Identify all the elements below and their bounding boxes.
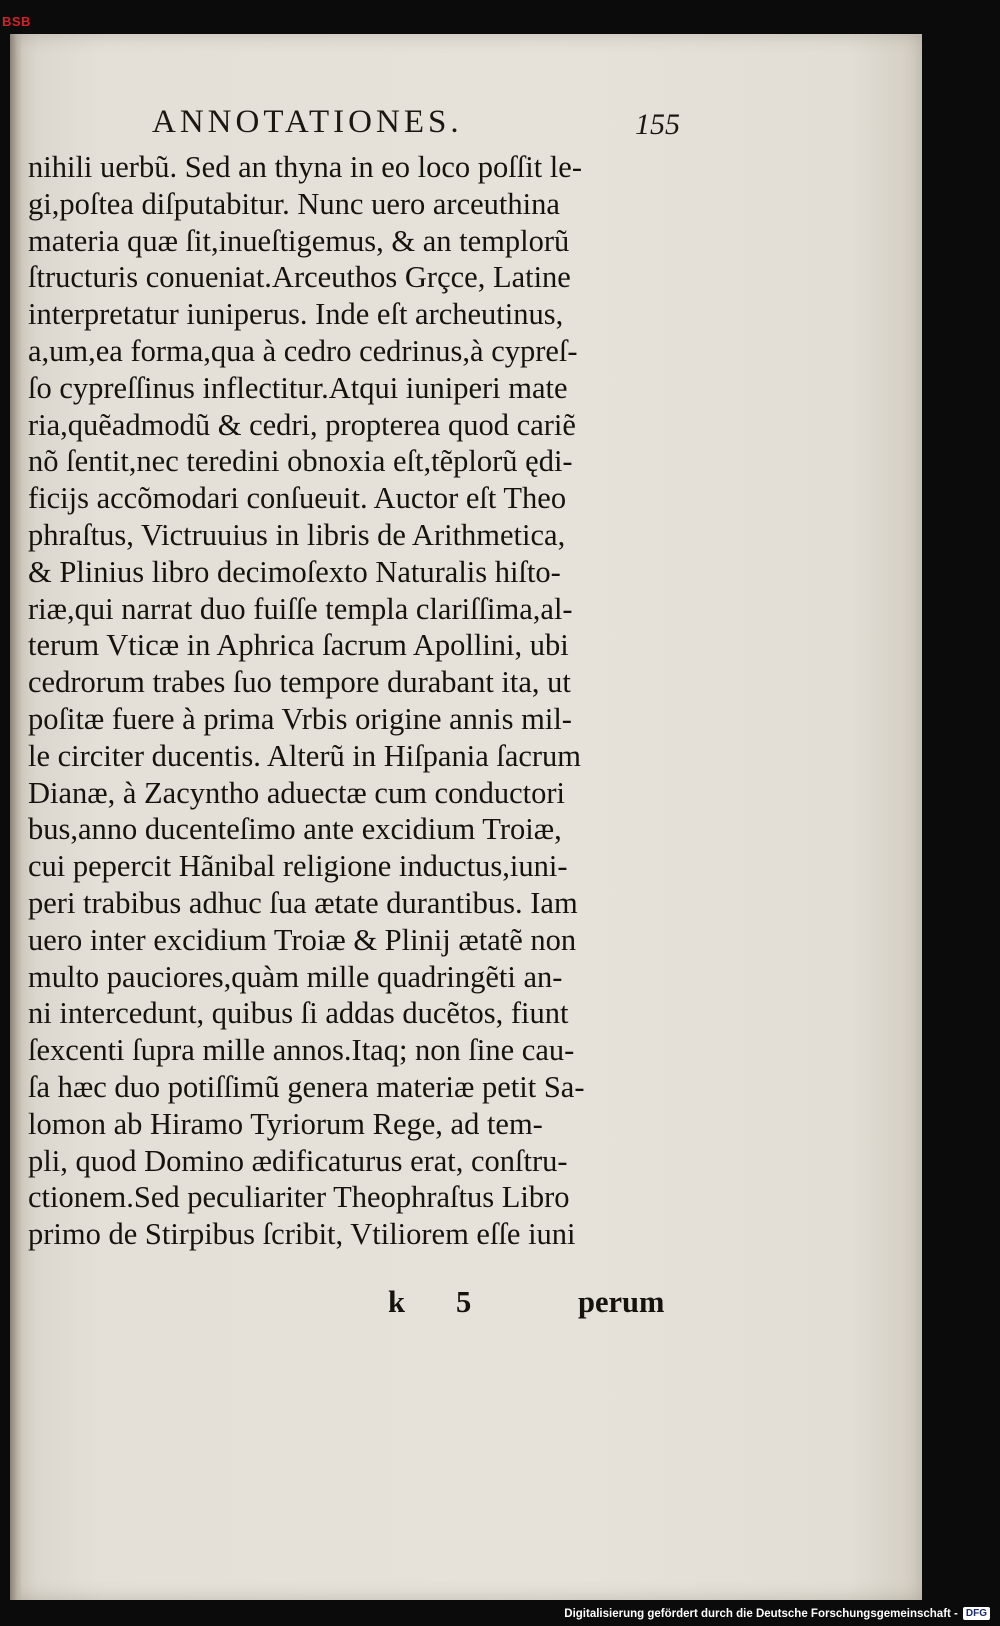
text-line: gi,poſtea diſputabitur. Nunc uero arceuthina xyxy=(28,186,560,221)
running-head-title: ANNOTATIONES. xyxy=(152,104,463,140)
text-line: & Plinius libro decimoſexto Naturalis hiſto- xyxy=(28,554,561,589)
text-line: ſexcenti ſupra mille annos.Itaq; non ſine cau- xyxy=(28,1033,575,1068)
book-page xyxy=(10,34,922,1600)
text-line: a,um,ea forma,qua à cedro cedrinus,à cypreſ- xyxy=(28,333,578,368)
dfg-logo-icon: DFG xyxy=(963,1607,990,1620)
text-line: materia quæ ſit,inueſtigemus, & an templorũ xyxy=(28,223,570,258)
running-head xyxy=(140,104,680,144)
text-line: nõ ſentit,nec teredini obnoxia eſt,tẽplorũ ędi- xyxy=(28,444,573,479)
text-line: ni intercedunt, quibus ſi addas ducẽtos, fiunt xyxy=(28,996,569,1031)
text-line: lomon ab Hiramo Tyriorum Rege, ad tem- xyxy=(28,1106,543,1141)
text-line: ria,quẽadmodũ & cedri, propterea quod cariẽ xyxy=(28,407,576,442)
text-line: ficijs accõmodari conſueuit. Auctor eſt Theo xyxy=(28,481,567,516)
text-line: peri trabibus adhuc ſua ætate durantibus. Iam xyxy=(28,885,578,920)
text-line: terum Vticæ in Aphrica ſacrum Apollini, ubi xyxy=(28,628,569,663)
catchword: perum xyxy=(578,1285,665,1319)
text-line: phraſtus, Victruuius in libris de Arithmetica, xyxy=(28,517,566,552)
text-line: Dianæ, à Zacyntho aduectæ cum conductori xyxy=(28,775,565,810)
text-line: pli, quod Domino ædificaturus erat, conſtru- xyxy=(28,1143,568,1178)
signature-mark: k xyxy=(388,1285,405,1319)
text-line: interpretatur iuniperus. Inde eſt archeutinus, xyxy=(28,297,564,332)
text-line: ſo cypreſſinus inflectitur.Atqui iuniperi mate xyxy=(28,370,568,405)
text-line: primo de Stirpibus ſcribit, Vtiliorem eſſe iuni xyxy=(28,1217,576,1252)
text-line: ſa hæc duo potiſſimũ genera materiæ petit Sa- xyxy=(28,1069,585,1104)
credit-text: Digitalisierung gefördert durch die Deutsche Forschungsgemeinschaft - xyxy=(564,1607,958,1620)
signature-number: 5 xyxy=(456,1285,472,1319)
text-line: nihili uerbũ. Sed an thyna in eo loco poſſit le- xyxy=(28,150,582,184)
text-line: le circiter ducentis. Alterũ in Hiſpania ſacrum xyxy=(28,738,582,773)
text-line: riæ,qui narrat duo fuiſſe templa clariſſima,al- xyxy=(28,591,573,626)
page-gutter-shadow xyxy=(10,34,22,1600)
text-line: bus,anno ducenteſimo ante excidium Troiæ, xyxy=(28,812,562,847)
bsb-watermark: BSB xyxy=(2,14,31,29)
text-line: cui pepercit Hãnibal religione inductus,iuni- xyxy=(28,849,568,884)
text-line: ctionem.Sed peculiariter Theophraſtus Libro xyxy=(28,1180,570,1215)
text-line: ſtructuris conueniat.Arceuthos Grçce, Latine xyxy=(28,260,571,295)
page-number: 155 xyxy=(635,108,680,141)
text-line: poſitæ fuere à prima Vrbis origine annis mil- xyxy=(28,701,572,736)
text-line: cedrorum trabes ſuo tempore durabant ita, ut xyxy=(28,665,571,700)
text-line: uero inter excidium Troiæ & Plinij ætatẽ non xyxy=(28,922,577,957)
page-footer xyxy=(28,1285,688,1325)
digitization-credit xyxy=(564,1607,990,1620)
body-text xyxy=(28,149,688,1253)
text-line: multo pauciores,quàm mille quadringẽti an- xyxy=(28,959,563,994)
